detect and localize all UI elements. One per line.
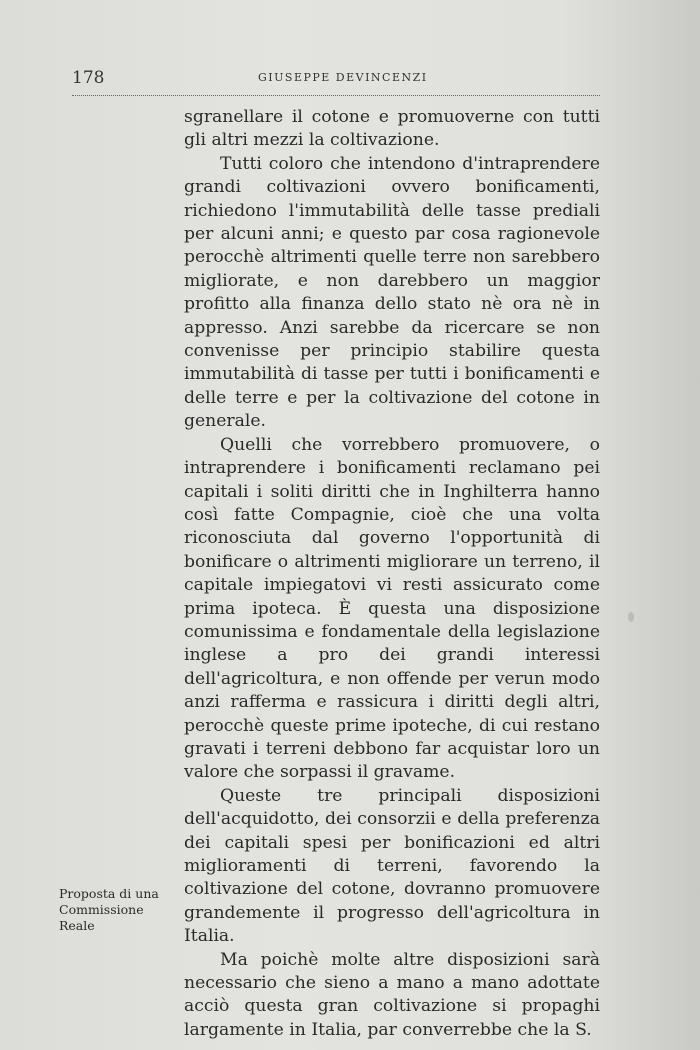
header-rule bbox=[72, 95, 600, 96]
paper-stain bbox=[628, 612, 634, 622]
paragraph: Ma poichè molte altre disposizioni sarà necessario che sieno a mano a mano adottate acciò questa gran coltivazione si propaghi largamente in Italia, par converrebbe che la S. bbox=[184, 949, 600, 1040]
running-head: GIUSEPPE DEVINCENZI bbox=[258, 71, 428, 84]
paragraph: Quelli che vorrebbero promuovere, o intraprendere i bonificamenti reclamano pei capitali i soliti diritti che in Inghilterra hanno così fatte Compagnie, cioè che una volta riconosciuta dal governo l'opportunità di bonificare o altrimenti migliorare un terreno, il capitale impiegatovi vi resti assicurato come prima ipoteca. È questa una disposizione comunissima e fondamentale della legislazione inglese a pro dei grandi interessi dell'agricoltura, e non offende per verun modo anzi rafferma e rassicura i diritti degli altri, perocchè queste prime ipoteche, di cui restano gravati i terreni debbono far acquistar loro un valore che sorpassi il gravame. bbox=[184, 434, 600, 783]
body-text bbox=[184, 106, 600, 1042]
marginal-note: Proposta di una Commissione Reale bbox=[59, 886, 159, 933]
paragraph: sgranellare il cotone e promuoverne con tutti gli altri mezzi la coltivazione. bbox=[184, 107, 600, 151]
paragraph: Queste tre principali disposizioni dell'acquidotto, dei consorzii e della preferenza dei capitali spesi per bonificazioni ed altri miglioramenti di terreni, favorendo la coltivazione del cotone, dovranno promuovere grandemente il progresso dell'agricoltura in Italia. bbox=[184, 785, 600, 947]
paragraph: Tutti coloro che intendono d'intraprendere grandi coltivazioni ovvero bonificamenti, richiedono l'immutabilità delle tasse prediali per alcuni anni; e questo par cosa ragionevole perocchè altrimenti quelle terre non sarebbero migliorate, e non darebbero un maggior profitto alla finanza dello stato nè ora nè in appresso. Anzi sarebbe da ricercare se non convenisse per principio stabilire questa immutabilità di tasse per tutti i bonificamenti e delle terre e per la coltivazione del cotone in generale. bbox=[184, 153, 600, 432]
page-header bbox=[72, 68, 600, 96]
page-number: 178 bbox=[72, 68, 105, 88]
